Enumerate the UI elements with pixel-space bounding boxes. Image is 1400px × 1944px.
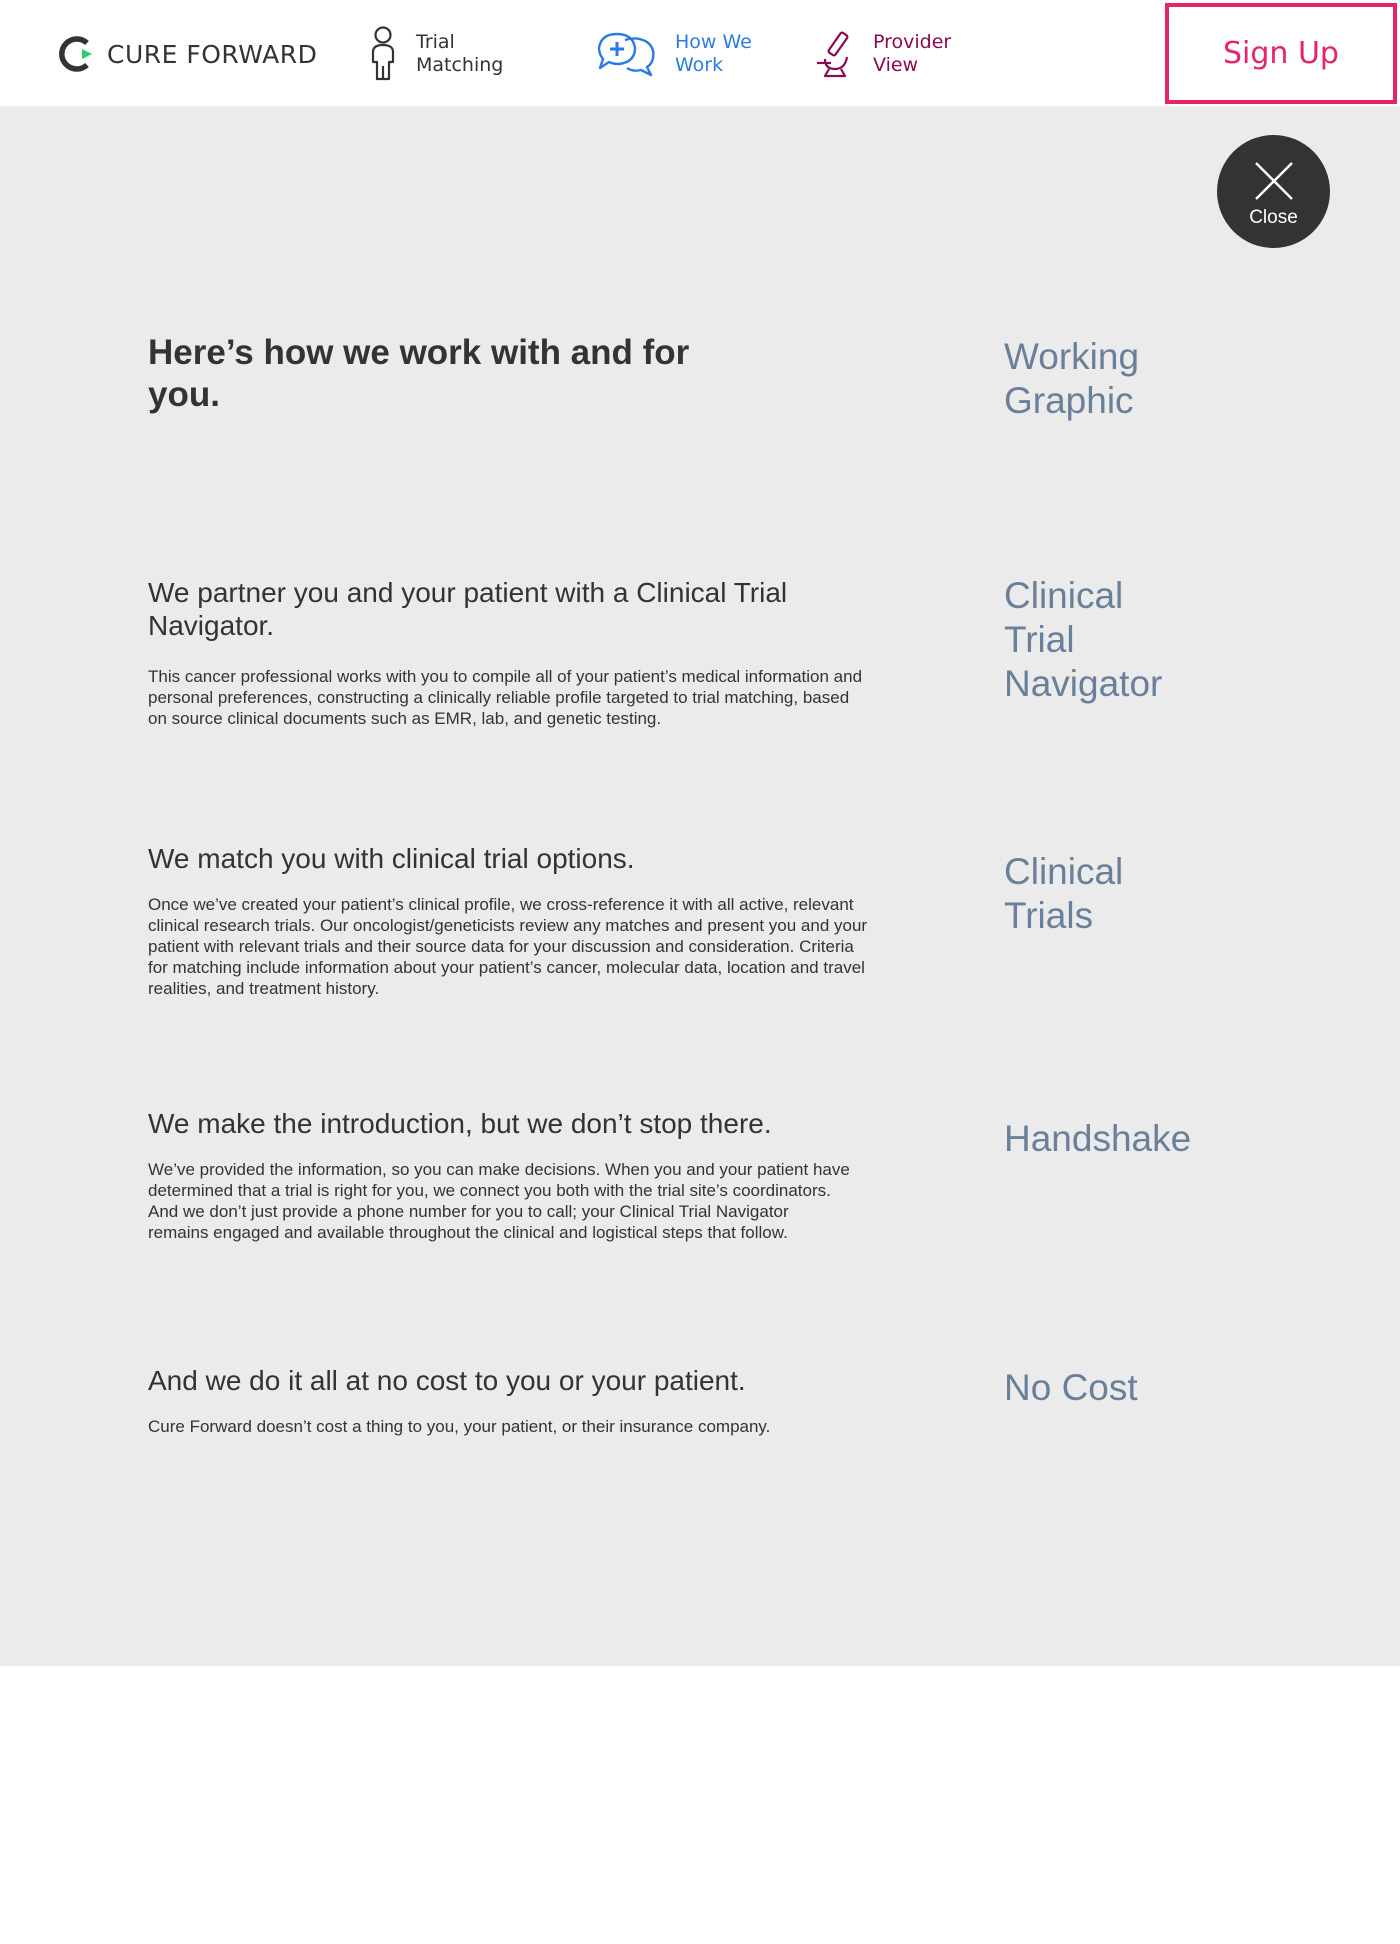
nav-label-line: View [873,54,919,76]
how-we-work-panel [0,106,1400,1666]
nav-how-we-work-label [675,31,752,77]
sign-up-button[interactable]: Sign Up [1165,3,1397,104]
nav-trial-matching[interactable] [368,24,503,84]
microscope-icon [815,29,855,79]
section-body: Cure Forward doesn’t cost a thing to you, your patient, or their insurance company. [148,1417,771,1436]
side-label-clinical-trials: Clinical Trials [1004,851,1124,936]
close-label: Close [1249,207,1298,228]
nav-trial-matching-label [416,31,503,77]
nav-provider-view[interactable] [815,24,951,84]
nav-provider-view-label [873,31,951,77]
close-icon [1254,161,1294,201]
nav-label-line: Provider [873,31,952,53]
section-title: We make the introduction, but we don’t stop there. [148,1108,772,1139]
nav-label-line: How We [675,31,752,53]
section-title: We match you with clinical trial options. [148,843,635,874]
nav-label-line: Work [675,54,724,76]
section-body: Once we’ve created your patient’s clinical profile, we cross-reference it with all active, relevant clinical research trials. Our oncologist/geneticists review any matches and present you and your patient with relevant trials and their source data for your discussion and consideration. Criteria for matching include information about your patient’s cancer, molecular data, location and travel realities, and treatment history. [148,895,868,998]
section-body: This cancer professional works with you to compile all of your patient’s medical information and personal preferences, constructing a clinically reliable profile targeted to trial matching, based on source clinical documents such as EMR, lab, and genetic testing. [148,667,863,728]
section-body: We’ve provided the information, so you can make decisions. When you and your patient have determined that a trial is right for you, we connect you both with the trial site’s coordinators. And we don’t just provide a phone number for you to call; your Clinical Trial Navigator remains engaged and available throughout the clinical and logistical steps that follow. [148,1160,850,1242]
section-title: And we do it all at no cost to you or your patient. [148,1365,746,1396]
side-label-no-cost: No Cost [1004,1367,1138,1408]
cure-forward-logo[interactable] [55,33,317,75]
side-label-working-graphic: Working Graphic [1004,336,1140,421]
site-header [0,0,1400,106]
side-label-clinical-trial-navigator: Clinical Trial Navigator [1004,575,1163,704]
logo-mark-icon [55,33,97,75]
chat-bubbles-icon [597,30,657,78]
person-icon [368,26,398,82]
logo-text: CURE FORWARD [107,39,318,69]
side-label-handshake: Handshake [1004,1118,1192,1159]
panel-heading: Here’s how we work with and for you. [148,333,690,414]
nav-label-line: Matching [416,54,504,76]
nav-label-line: Trial [416,31,455,53]
close-button[interactable] [1217,135,1330,248]
nav-how-we-work[interactable] [597,24,752,84]
section-title: We partner you and your patient with a Clinical Trial Navigator. [148,577,788,641]
